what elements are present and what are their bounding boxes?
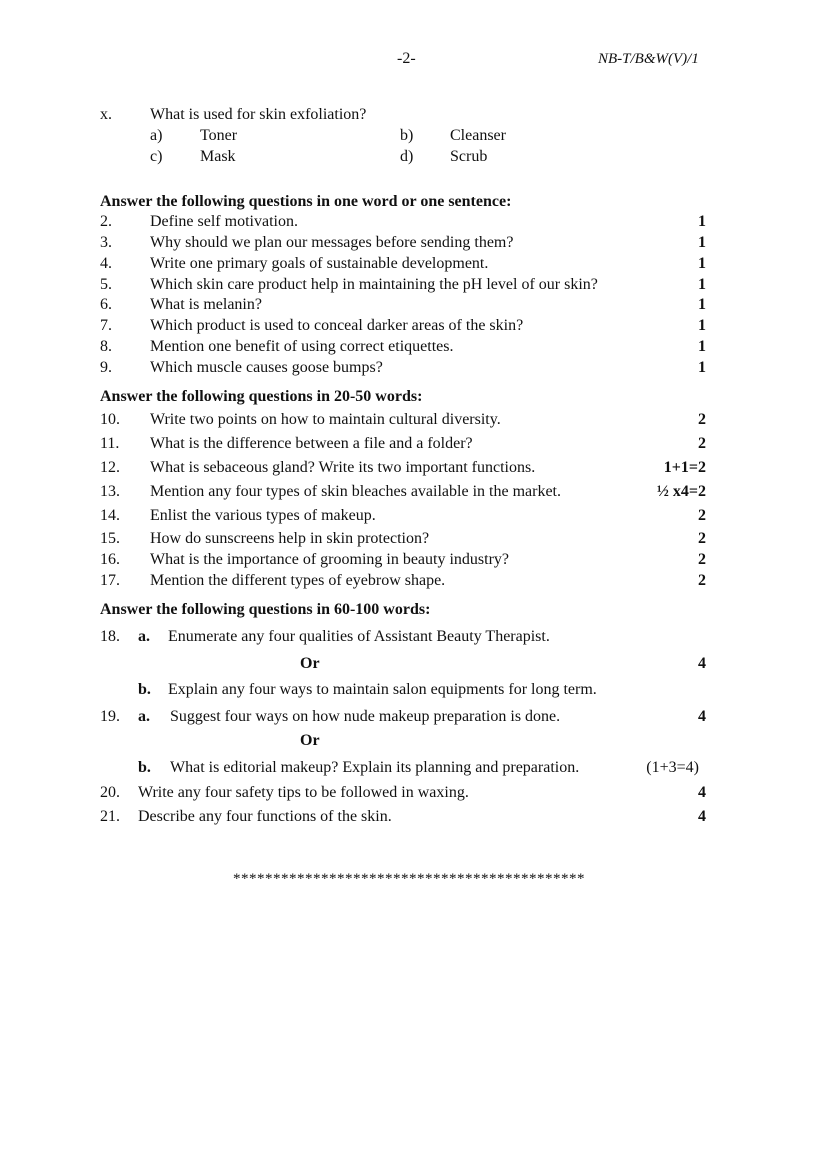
question-number: 15.: [100, 530, 120, 547]
question-text: Explain any four ways to maintain salon equipments for long term.: [168, 681, 597, 698]
option-text: Scrub: [450, 148, 488, 165]
question-number: 21.: [100, 808, 120, 825]
sub-question-label: b.: [138, 681, 151, 698]
paper-code: NB-T/B&W(V)/1: [598, 51, 699, 67]
question-marks: 4: [698, 784, 706, 801]
mcq-question: What is used for skin exfoliation?: [150, 106, 367, 123]
question-text: What is the difference between a file and a folder?: [150, 435, 473, 452]
question-number: 11.: [100, 435, 120, 452]
option-text: Mask: [200, 148, 236, 165]
section-heading: Answer the following questions in 20-50 words:: [100, 388, 423, 405]
question-text: What is editorial makeup? Explain its planning and preparation.: [170, 759, 580, 776]
question-marks: 1: [698, 317, 706, 334]
question-number: 20.: [100, 784, 120, 801]
question-text: What is the importance of grooming in beauty industry?: [150, 551, 510, 568]
question-number: 6.: [100, 296, 112, 313]
question-marks: 2: [698, 435, 706, 452]
question-text: Mention any four types of skin bleaches available in the market.: [150, 483, 561, 500]
question-number: 5.: [100, 276, 112, 293]
option-letter: b): [400, 127, 414, 144]
question-number: 12.: [100, 459, 120, 476]
question-marks: 1: [698, 255, 706, 272]
question-number: 16.: [100, 551, 120, 568]
question-marks: 1: [698, 359, 706, 376]
question-text: Suggest four ways on how nude makeup preparation is done.: [170, 708, 561, 725]
question-text: Why should we plan our messages before sending them?: [150, 234, 514, 251]
question-text: How do sunscreens help in skin protection?: [150, 530, 430, 547]
question-text: Which skin care product help in maintaining the pH level of our skin?: [150, 276, 598, 293]
question-number: 18.: [100, 628, 120, 645]
question-number: 14.: [100, 507, 120, 524]
or-label: Or: [300, 655, 320, 672]
question-marks: 4: [698, 655, 706, 672]
or-label: Or: [300, 732, 320, 749]
option-letter: d): [400, 148, 414, 165]
question-text: Which muscle causes goose bumps?: [150, 359, 383, 376]
question-marks: 2: [698, 507, 706, 524]
question-text: What is sebaceous gland? Write its two important functions.: [150, 459, 536, 476]
option-text: Toner: [200, 127, 238, 144]
question-text: Enumerate any four qualities of Assistant Beauty Therapist.: [168, 628, 550, 645]
question-number: 7.: [100, 317, 112, 334]
question-text: Describe any four functions of the skin.: [138, 808, 392, 825]
question-marks: 4: [698, 708, 706, 725]
question-number: 10.: [100, 411, 120, 428]
mcq-number: x.: [100, 106, 112, 123]
option-text: Cleanser: [450, 127, 506, 144]
question-text: Write any four safety tips to be followed in waxing.: [138, 784, 469, 801]
question-marks: 1: [698, 234, 706, 251]
section-heading: Answer the following questions in one word or one sentence:: [100, 193, 512, 210]
question-number: 8.: [100, 338, 112, 355]
question-text: Mention one benefit of using correct etiquettes.: [150, 338, 454, 355]
question-number: 3.: [100, 234, 112, 251]
question-marks: 1: [698, 276, 706, 293]
question-marks: 1: [698, 296, 706, 313]
question-marks: 2: [698, 530, 706, 547]
question-text: Enlist the various types of makeup.: [150, 507, 376, 524]
question-marks: 1: [698, 338, 706, 355]
question-number: 17.: [100, 572, 120, 589]
question-marks: 4: [698, 808, 706, 825]
question-number: 19.: [100, 708, 120, 725]
question-number: 2.: [100, 213, 112, 230]
section-heading: Answer the following questions in 60-100 words:: [100, 601, 431, 618]
sub-question-label: a.: [138, 628, 150, 645]
question-number: 13.: [100, 483, 120, 500]
question-text: Write one primary goals of sustainable development.: [150, 255, 489, 272]
sub-question-label: b.: [138, 759, 151, 776]
question-text: Write two points on how to maintain cultural diversity.: [150, 411, 501, 428]
sub-question-label: a.: [138, 708, 150, 725]
question-marks: (1+3=4): [646, 759, 699, 776]
question-text: Which product is used to conceal darker areas of the skin?: [150, 317, 524, 334]
question-text: Define self motivation.: [150, 213, 298, 230]
question-marks: 1+1=2: [663, 459, 706, 476]
option-letter: c): [150, 148, 163, 165]
option-letter: a): [150, 127, 163, 144]
question-text: What is melanin?: [150, 296, 262, 313]
page-number: -2-: [397, 50, 416, 67]
end-marker: ********************************************: [233, 871, 585, 887]
question-number: 9.: [100, 359, 112, 376]
question-marks: ½ x4=2: [656, 483, 706, 500]
question-marks: 2: [698, 411, 706, 428]
question-marks: 1: [698, 213, 706, 230]
question-marks: 2: [698, 551, 706, 568]
question-marks: 2: [698, 572, 706, 589]
question-text: Mention the different types of eyebrow shape.: [150, 572, 446, 589]
question-number: 4.: [100, 255, 112, 272]
